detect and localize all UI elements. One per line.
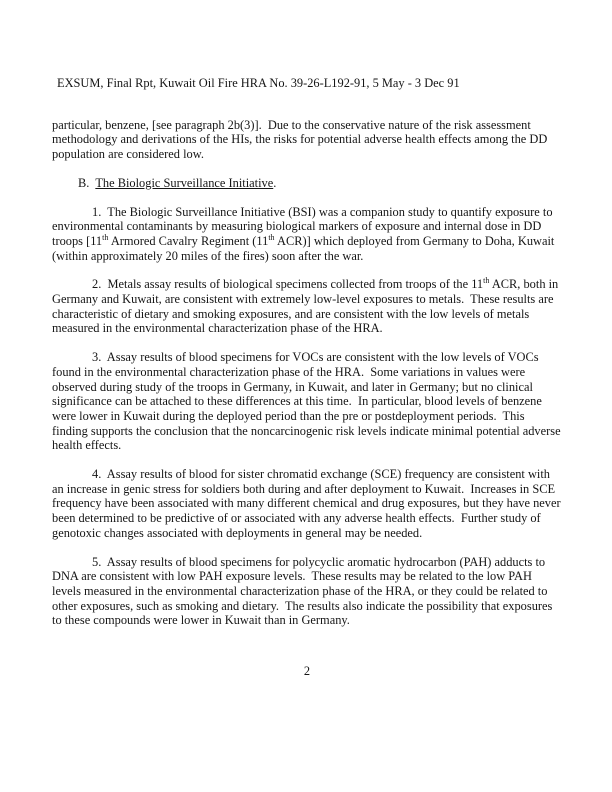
paragraph-4 xyxy=(52,350,562,453)
superscript-text: th xyxy=(102,232,109,242)
text-run: particular, benzene, [see paragraph 2b(3)]. Due to the conservative nature of the risk assessment methodology and derivations of the HIs, the risks for potential adverse health effects among the DD population are considered low. xyxy=(52,117,551,162)
text-run: 5. Assay results of blood specimens for polycyclic aromatic hydrocarbon (PAH) adducts to DNA are consistent with low PAH exposure levels. These results may be related to the low PAH levels measured in the environmental characterization phase of the HRA, or they could be related to other exposures, such as smoking and dietary. The results also indicate the possibility that exposures to these compounds were lower in Kuwait than in Germany. xyxy=(52,554,556,628)
document-body xyxy=(52,118,562,628)
paragraph-2 xyxy=(52,205,562,264)
paragraph-6 xyxy=(52,555,562,629)
paragraph-3 xyxy=(52,277,562,336)
text-run: Armored Cavalry Regiment (11 xyxy=(108,233,269,248)
text-run: B. xyxy=(78,175,96,190)
superscript-text: th xyxy=(268,232,275,242)
text-run: 3. Assay results of blood specimens for VOCs are consistent with the low levels of VOCs found in the environmental characterization phase of the HRA. Some variations in values were observed during study of the troops in Germany, in Kuwait, and later in Germany; but no clinical significance can be attached to these differences at this time. In particular, blood levels of benzene were lower in Kuwait during the deployed period than the pre or postdeployment periods. This finding supports the conclusion that the noncarcinogenic risk levels indicate minimal potential adverse health effects. xyxy=(52,350,564,453)
paragraph-0 xyxy=(52,118,562,162)
underlined-text: The Biologic Surveillance Initiative xyxy=(95,175,274,190)
superscript-text: th xyxy=(483,276,490,286)
section-heading xyxy=(78,176,562,191)
text-run: 4. Assay results of blood for sister chromatid exchange (SCE) frequency are consistent with an increase in genic stress for soldiers both during and after deployment to Kuwait. Increases in SCE frequency have been associated with many different chemical and drug exposures, but they have never been determined to be predictive of or associated with any adverse health effects. Further study of genotoxic changes associated with deployments in general may be needed. xyxy=(52,467,564,540)
document-header: EXSUM, Final Rpt, Kuwait Oil Fire HRA No. 39-26-L192-91, 5 May - 3 Dec 91 xyxy=(57,76,460,90)
text-run: ACR)] which deployed from Germany to Doha, Kuwait (within approximately 20 miles of the fires) soon after the war. xyxy=(52,233,558,263)
page-number: 2 xyxy=(303,664,311,679)
text-run: 2. Metals assay results of biological specimens collected from troops of the 11 xyxy=(92,277,484,292)
paragraph-5 xyxy=(52,467,562,541)
text-run: 1. The Biologic Surveillance Initiative (BSI) was a companion study to quantify exposure to environmental contaminants by measuring biological markers of exposure and internal dose in DD troops [11 xyxy=(52,204,556,248)
text-run: ACR, both in Germany and Kuwait, are consistent with extremely low-level exposures to metals. These results are characteristic of dietary and smoking exposures, and are consistent with the low levels of metals measured in the environmental characterization phase of the HRA. xyxy=(52,277,562,336)
text-run: . xyxy=(273,175,277,190)
